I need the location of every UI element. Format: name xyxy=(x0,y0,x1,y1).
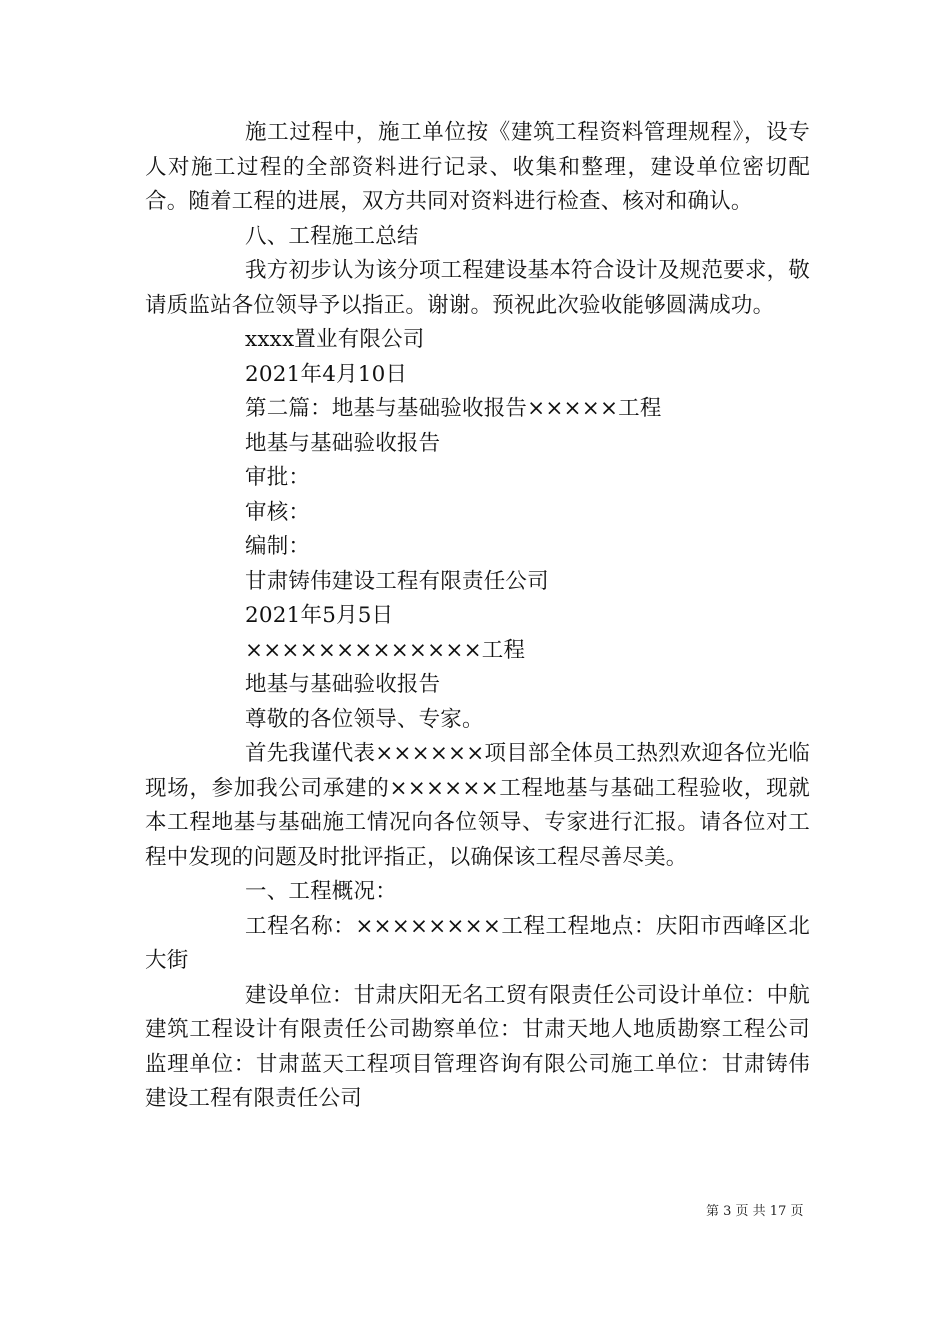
paragraph-parties: 建设单位：甘肃庆阳无名工贸有限责任公司设计单位：中航建筑工程设计有限责任公司勘察单位：甘肃天地人地质勘察工程公司监理单位：甘肃蓝天工程项目管理咨询有限公司施工单位：甘肃铸伟建设工程有限责任公司 xyxy=(145,982,810,1111)
report-title: 地基与基础验收报告 xyxy=(245,430,441,456)
company-signature: xxxx置业有限公司 xyxy=(245,327,425,352)
document-body xyxy=(145,116,810,1117)
review-line: 审核： xyxy=(245,499,311,525)
contractor-name: 甘肃铸伟建设工程有限责任公司 xyxy=(245,568,549,594)
page-number-footer: 第 3 页 共 17 页 xyxy=(706,1204,804,1219)
project-name-line: ×××××××××××××工程 xyxy=(245,637,526,663)
paragraph-conclusion: 我方初步认为该分项工程建设基本符合设计及规范要求，敬请质监站各位领导予以指正。谢谢。预祝此次验收能够圆满成功。 xyxy=(145,258,810,318)
report-subtitle: 地基与基础验收报告 xyxy=(245,672,441,697)
paragraph-project-name: 工程名称：××××××××工程工程地点：庆阳市西峰区北大街 xyxy=(145,913,810,973)
heading-project-overview: 一、工程概况： xyxy=(245,879,397,904)
salutation: 尊敬的各位领导、专家。 xyxy=(245,706,484,732)
paragraph-materials: 施工过程中，施工单位按《建筑工程资料管理规程》，设专人对施工过程的全部资料进行记录、收集和整理，建设单位密切配合。随着工程的进展，双方共同对资料进行检查、核对和确认。 xyxy=(145,120,810,214)
report-date: 2021年5月5日 xyxy=(245,603,394,628)
heading-construction-summary: 八、工程施工总结 xyxy=(245,223,419,249)
date-line: 2021年4月10日 xyxy=(245,361,408,387)
approval-line: 审批： xyxy=(245,465,311,490)
chapter-title: 第二篇：地基与基础验收报告×××××工程 xyxy=(245,396,662,421)
paragraph-welcome: 首先我谨代表××××××项目部全体员工热烈欢迎各位光临现场，参加我公司承建的××××××工程地基与基础工程验收，现就本工程地基与基础施工情况向各位领导、专家进行汇报。请各位对工程中发现的问题及时批评指正，以确保该工程尽善尽美。 xyxy=(145,741,810,870)
prepared-by-line: 编制： xyxy=(245,534,311,559)
